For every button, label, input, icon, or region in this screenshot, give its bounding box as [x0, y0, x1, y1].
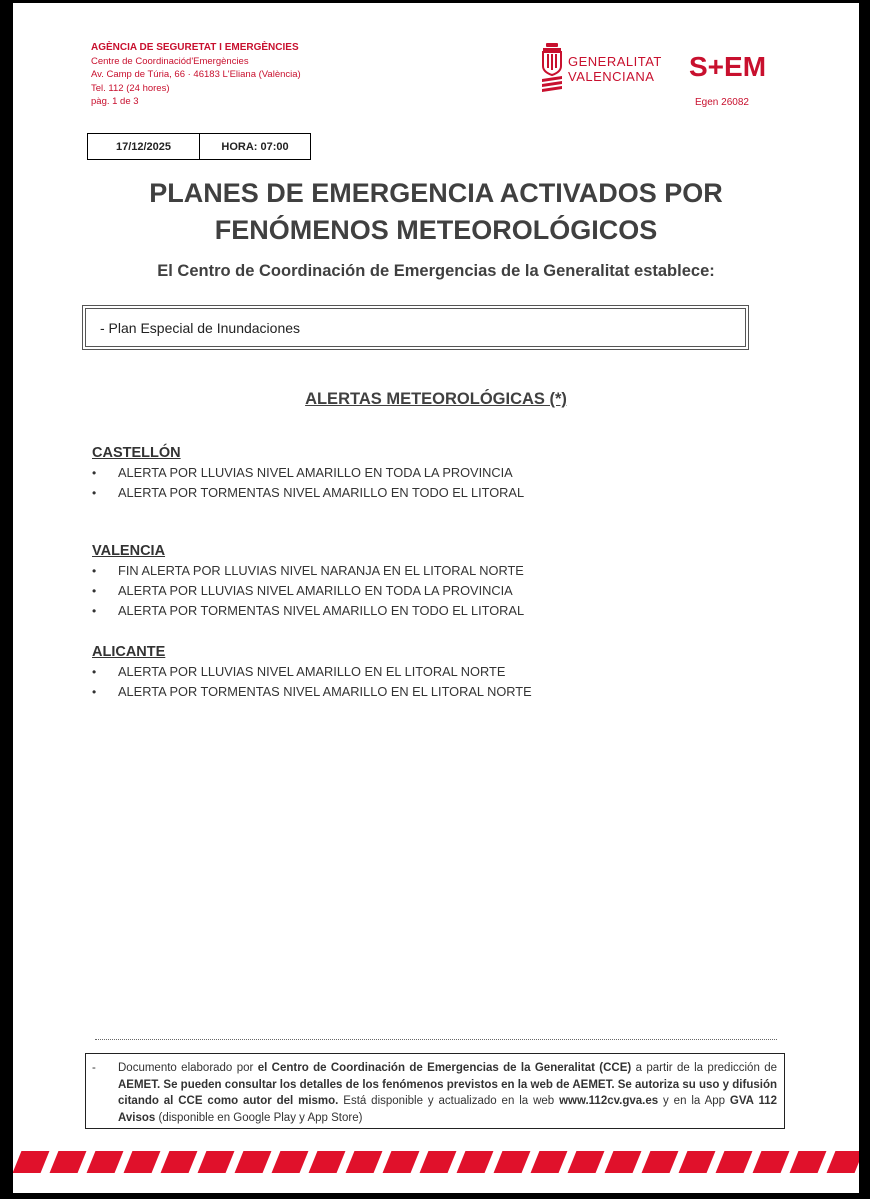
decorative-stripe — [753, 1151, 790, 1173]
decorative-stripe — [531, 1151, 568, 1173]
decorative-stripe — [383, 1151, 420, 1173]
list-item: • ALERTA POR LLUVIAS NIVEL AMARILLO EN TODA LA PROVINCIA — [92, 581, 524, 601]
valenciana-word: VALENCIANA — [568, 69, 655, 84]
agency-address: Av. Camp de Túria, 66 · 46183 L'Eliana (València) — [91, 69, 301, 81]
decorative-stripe — [161, 1151, 198, 1173]
agency-name: AGÈNCIA DE SEGURETAT I EMERGÈNCIES — [91, 42, 299, 53]
province-title: CASTELLÓN — [92, 445, 181, 461]
province-castellon — [92, 443, 524, 503]
date-time-box — [87, 133, 311, 160]
decorative-stripe — [87, 1151, 124, 1173]
list-item: • ALERTA POR TORMENTAS NIVEL AMARILLO EN EL LITORAL NORTE — [92, 682, 532, 702]
agency-header — [91, 41, 301, 108]
time-value: HORA: 07:00 — [221, 140, 289, 153]
decorative-stripe — [309, 1151, 346, 1173]
decorative-stripe-band — [13, 1151, 859, 1173]
page-number: pàg. 1 de 3 — [91, 95, 139, 107]
document-title — [13, 175, 859, 249]
footer-text-1: Documento elaborado por — [118, 1062, 258, 1074]
generalitat-logo — [540, 43, 665, 95]
decorative-stripe — [457, 1151, 494, 1173]
agency-centre: Centre de Coordinaciód'Emergències — [91, 56, 249, 67]
footer-text-2: a partir de la predicción de — [631, 1062, 778, 1074]
footer-divider — [95, 1039, 777, 1040]
document-page — [13, 3, 859, 1193]
footer-text-4: y en la App — [658, 1095, 730, 1107]
document-code: Egen 26082 — [695, 97, 749, 108]
decorative-stripe — [198, 1151, 235, 1173]
province-title: ALICANTE — [92, 644, 166, 660]
alert-list — [92, 463, 524, 503]
decorative-stripe — [124, 1151, 161, 1173]
decorative-stripe — [790, 1151, 827, 1173]
list-item: • ALERTA POR LLUVIAS NIVEL AMARILLO EN EL LITORAL NORTE — [92, 662, 532, 682]
decorative-stripe — [13, 1151, 49, 1173]
province-title: VALENCIA — [92, 543, 166, 559]
date-value: 17/12/2025 — [88, 134, 200, 159]
document-subtitle: El Centro de Coordinación de Emergencias de la Generalitat establece: — [157, 262, 715, 280]
list-item: • FIN ALERTA POR LLUVIAS NIVEL NARANJA EN EL LITORAL NORTE — [92, 561, 524, 581]
decorative-stripe — [494, 1151, 531, 1173]
footer-note-box — [85, 1053, 785, 1129]
alert-list — [92, 561, 524, 621]
footer-app-name: GVA 112 Avisos — [118, 1095, 778, 1124]
footer-note — [118, 1060, 777, 1126]
decorative-stripe — [679, 1151, 716, 1173]
generalitat-wordmark — [568, 54, 662, 84]
province-valencia — [92, 541, 524, 621]
alerts-heading: ALERTAS METEOROLÓGICAS (*) — [305, 390, 567, 408]
footer-dash: - — [92, 1062, 96, 1074]
decorative-stripe — [272, 1151, 309, 1173]
province-alicante — [92, 642, 532, 702]
generalitat-emblem-icon — [540, 43, 564, 95]
title-line-1: PLANES DE EMERGENCIA ACTIVADOS POR — [149, 178, 723, 208]
decorative-stripe — [420, 1151, 457, 1173]
list-item: • ALERTA POR TORMENTAS NIVEL AMARILLO EN TODO EL LITORAL — [92, 483, 524, 503]
list-item: • ALERTA POR LLUVIAS NIVEL AMARILLO EN TODA LA PROVINCIA — [92, 463, 524, 483]
list-item: • ALERTA POR TORMENTAS NIVEL AMARILLO EN TODO EL LITORAL — [92, 601, 524, 621]
footer-cce-name: el Centro de Coordinación de Emergencias de la Generalitat (CCE) — [257, 1062, 632, 1074]
active-plan-box — [82, 305, 749, 350]
decorative-stripe — [346, 1151, 383, 1173]
footer-aemet-notice: AEMET. Se pueden consultar los detalles de los fenómenos previstos en la web de AEMET. Se autoriza su uso y difusión citando al CCE como autor del mismo. — [118, 1078, 777, 1107]
title-line-2: FENÓMENOS METEOROLÓGICOS — [214, 215, 658, 245]
decorative-stripe — [827, 1151, 859, 1173]
decorative-stripe — [235, 1151, 272, 1173]
sem-logo: S+EM — [689, 51, 767, 82]
decorative-stripe — [50, 1151, 87, 1173]
alert-list — [92, 662, 532, 702]
active-plan: - Plan Especial de Inundaciones — [85, 308, 746, 347]
footer-text-3: Está disponible y actualizado en la web — [338, 1095, 560, 1107]
decorative-stripe — [642, 1151, 679, 1173]
decorative-stripe — [605, 1151, 642, 1173]
footer-text-5: (disponible en Google Play y App Store) — [155, 1111, 363, 1124]
decorative-stripe — [716, 1151, 753, 1173]
footer-website-link[interactable]: www.112cv.gva.es — [559, 1095, 659, 1107]
decorative-stripe — [568, 1151, 605, 1173]
agency-phone: Tel. 112 (24 hores) — [91, 82, 170, 94]
generalitat-word: GENERALITAT — [568, 54, 662, 69]
